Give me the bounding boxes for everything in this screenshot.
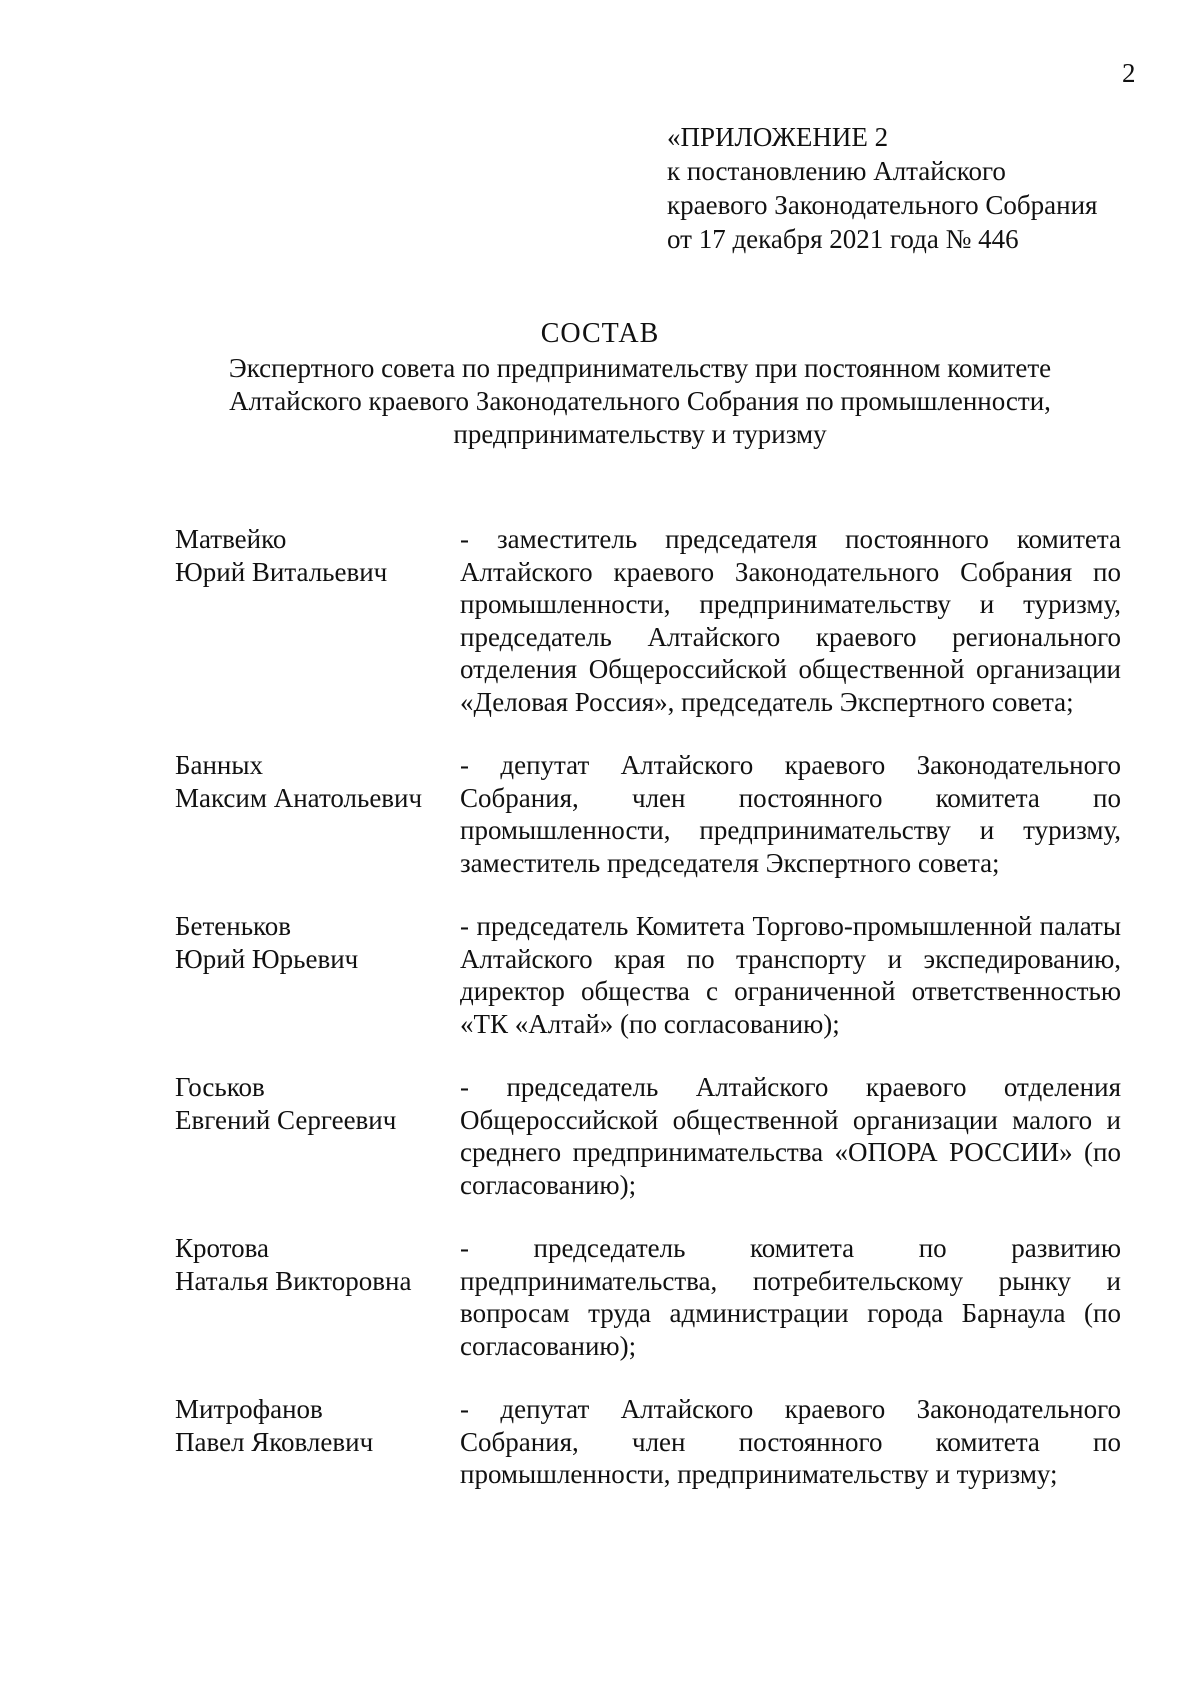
member-given-name: Юрий Витальевич — [175, 556, 388, 587]
member-entry — [175, 523, 1121, 718]
appendix-line-2: к постановлению Алтайского — [667, 156, 1006, 186]
member-name — [175, 1232, 460, 1362]
subtitle-line-1: Экспертного совета по предпринимательству при постоянном комитете — [228, 353, 1052, 383]
member-role: - депутат Алтайского краевого Законодательного Собрания, член постоянного комитета по промышленности, предпринимательству и туризму, заместитель председателя Экспертного совета; — [460, 750, 1121, 878]
appendix-line-1: «ПРИЛОЖЕНИЕ 2 — [667, 122, 889, 152]
appendix-header — [667, 120, 1097, 256]
member-surname: Банных — [175, 750, 264, 780]
member-entry — [175, 1071, 1121, 1201]
members-list — [175, 523, 1121, 1522]
member-surname: Бетеньков — [175, 911, 292, 941]
member-surname: Кротова — [175, 1233, 269, 1263]
member-surname: Госьков — [175, 1072, 265, 1102]
subtitle-line-2: Алтайского краевого Законодательного Собрания по промышленности, — [229, 386, 1051, 416]
member-role: - председатель Комитета Торгово-промышленной палаты Алтайского края по транспорту и экспедированию, директор общества с ограниченной ответственностью «ТК «Алтай» (по согласованию); — [460, 911, 1121, 1039]
member-given-name: Максим Анатольевич — [175, 782, 423, 813]
member-given-name: Наталья Викторовна — [175, 1265, 412, 1296]
member-role: - председатель комитета по развитию предпринимательства, потребительскому рынку и вопросам труда администрации города Барнаула (по согласованию); — [460, 1233, 1121, 1361]
member-entry — [175, 1393, 1121, 1491]
member-entry — [175, 749, 1121, 879]
document-title: СОСТАВ — [540, 318, 660, 349]
member-surname: Митрофанов — [175, 1394, 323, 1424]
appendix-line-3: краевого Законодательного Собрания — [667, 190, 1098, 220]
member-entry — [175, 910, 1121, 1040]
appendix-line-4: от 17 декабря 2021 года № 446 — [667, 224, 1019, 254]
member-name — [175, 1393, 460, 1491]
member-entry — [175, 1232, 1121, 1362]
page-number: 2 — [1122, 58, 1136, 88]
member-role: - председатель Алтайского краевого отделения Общероссийской общественной организации малого и среднего предпринимательства «ОПОРА РОССИИ» (по согласованию); — [460, 1072, 1121, 1200]
member-given-name: Юрий Юрьевич — [175, 943, 359, 974]
member-name — [175, 910, 460, 1040]
subtitle-line-3: предпринимательству и туризму — [453, 419, 827, 449]
member-name — [175, 749, 460, 879]
member-surname: Матвейко — [175, 524, 287, 554]
member-name — [175, 1071, 460, 1201]
member-given-name: Павел Яковлевич — [175, 1426, 374, 1457]
member-role: - депутат Алтайского краевого Законодательного Собрания, член постоянного комитета по промышленности, предпринимательству и туризму; — [460, 1394, 1121, 1489]
member-role: - заместитель председателя постоянного комитета Алтайского краевого Законодательного Собрания по промышленности, предпринимательству и туризму, председатель Алтайского краевого регионального отделения Общероссийской общественной организации «Деловая Россия», председатель Экспертного совета; — [460, 524, 1121, 717]
member-name — [175, 523, 460, 718]
member-given-name: Евгений Сергеевич — [175, 1104, 397, 1135]
document-subtitle — [200, 352, 1080, 451]
